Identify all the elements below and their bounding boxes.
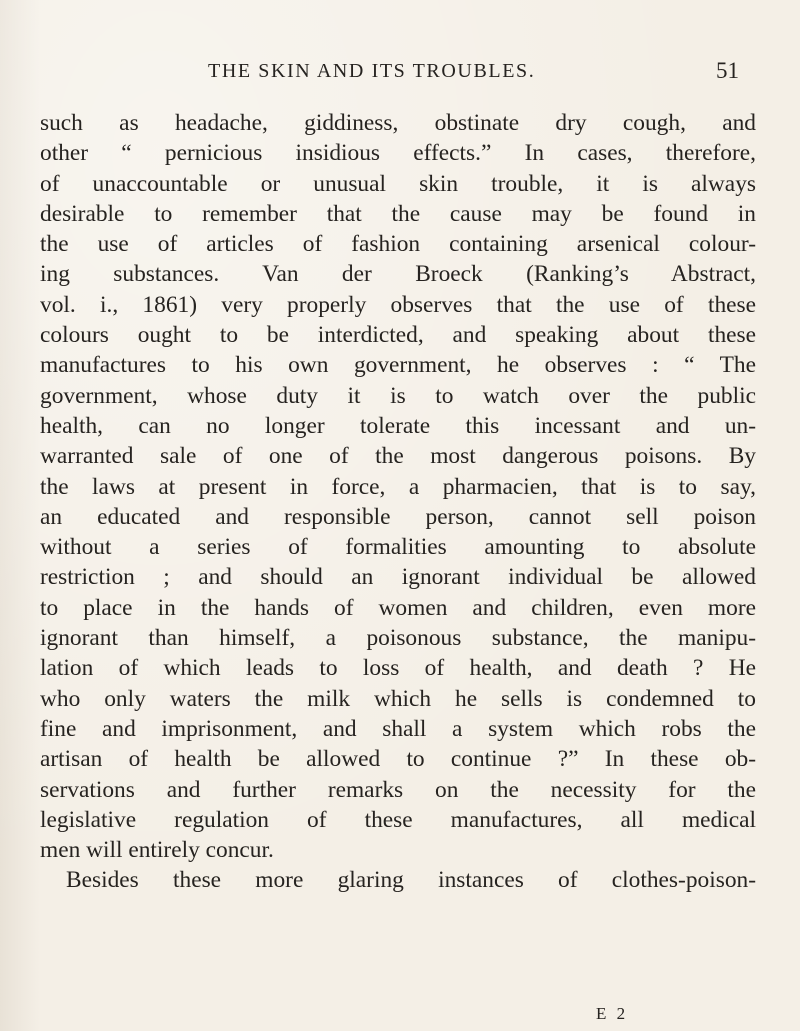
page-number: 51 xyxy=(716,58,739,83)
text-line: health, can no longer tolerate this incessant and un- xyxy=(40,412,756,439)
text-line: the laws at present in force, a pharmacien, that is to say, xyxy=(40,473,756,500)
text-line: the use of articles of fashion containing arsenical colour- xyxy=(40,231,756,258)
text-line: to place in the hands of women and children, even more xyxy=(40,594,756,621)
text-line: ing substances. Van der Broeck (Ranking’s Abstract, xyxy=(40,261,756,288)
text-line: manufactures to his own government, he observes : “ The xyxy=(40,352,756,379)
page-header xyxy=(0,58,800,88)
text-line: such as headache, giddiness, obstinate dry cough, and xyxy=(40,110,756,136)
running-head: THE SKIN AND ITS TROUBLES. xyxy=(208,60,536,82)
text-line: legislative regulation of these manufactures, all medical xyxy=(40,806,756,833)
text-line: lation of which leads to loss of health, and death ? He xyxy=(40,655,756,682)
text-line: desirable to remember that the cause may be found in xyxy=(40,200,756,227)
text-line: Besides these more glaring instances of clothes-poison- xyxy=(66,867,756,894)
text-line: warranted sale of one of the most dangerous poisons. By xyxy=(40,443,756,470)
text-line: government, whose duty it is to watch over the public xyxy=(40,382,756,409)
text-line: vol. i., 1861) very properly observes that the use of these xyxy=(40,291,756,318)
text-line: ignorant than himself, a poisonous substance, the manipu- xyxy=(40,625,756,652)
body-text xyxy=(40,108,756,896)
text-line: servations and further remarks on the necessity for the xyxy=(40,776,756,803)
text-line: men will entirely concur. xyxy=(40,837,274,864)
text-line: an educated and responsible person, cannot sell poison xyxy=(40,503,756,530)
text-line: colours ought to be interdicted, and speaking about these xyxy=(40,322,756,349)
text-line: fine and imprisonment, and shall a system which robs the xyxy=(40,715,756,742)
text-line: artisan of health be allowed to continue ?” In these ob- xyxy=(40,746,756,773)
text-line: other “ pernicious insidious effects.” In cases, therefore, xyxy=(40,140,756,167)
text-line: without a series of formalities amounting to absolute xyxy=(40,534,756,561)
text-line: restriction ; and should an ignorant individual be allowed xyxy=(40,564,756,591)
signature-mark: E 2 xyxy=(596,1004,629,1023)
text-line: who only waters the milk which he sells is condemned to xyxy=(40,685,756,712)
text-line: of unaccountable or unusual skin trouble, it is always xyxy=(40,170,756,197)
